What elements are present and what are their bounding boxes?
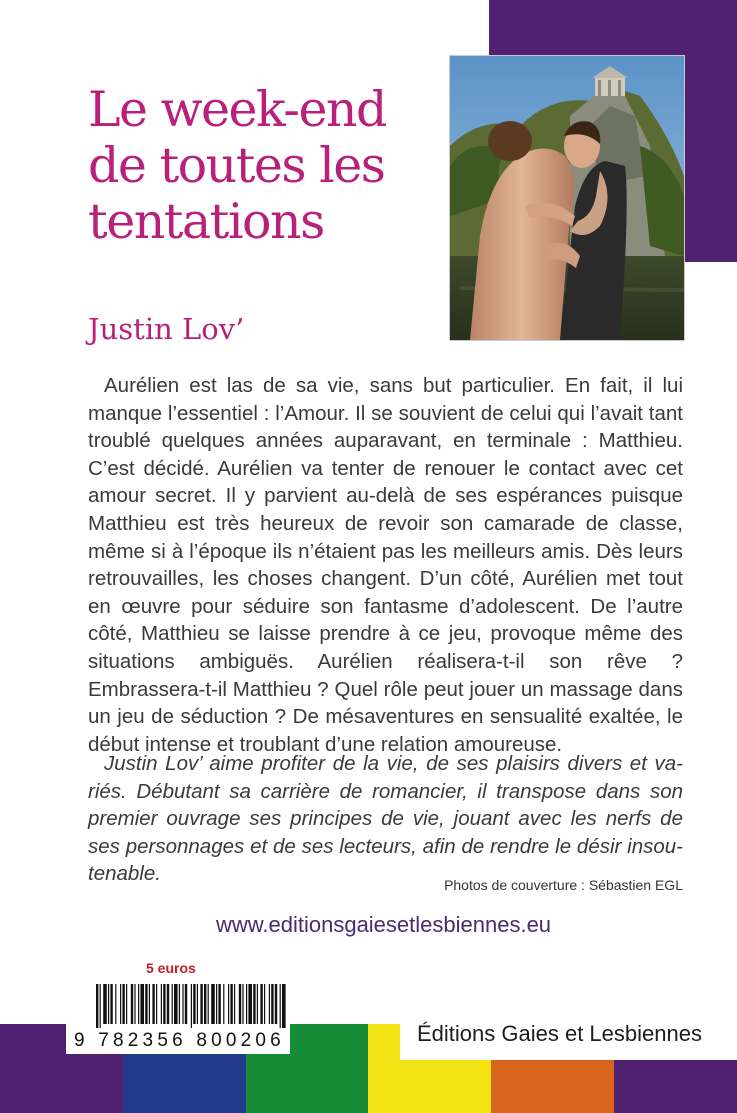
book-title-line-3: tentations xyxy=(88,193,324,250)
publisher-name: Éditions Gaies et Lesbiennes xyxy=(417,1021,702,1046)
barcode-bar xyxy=(172,984,173,1024)
barcode-bar xyxy=(230,984,232,1024)
barcode-bar xyxy=(161,984,162,1024)
barcode-bar xyxy=(134,984,135,1024)
author-bio: Justin Lov’ aime profiter de la vie, de ses plaisirs divers et variés. Débutant sa carrière de romancier, il transpose dans son premier ouvrage ses principes de vie, jouant avec les nerfs de ses personnages et de ses lecteurs, afin de rendre le désir insoutenable. xyxy=(88,752,683,886)
barcode-bar xyxy=(131,984,133,1024)
barcode-bar xyxy=(149,984,150,1024)
barcode-bar xyxy=(185,984,187,1024)
barcode-bar xyxy=(248,984,252,1024)
barcode-bar xyxy=(200,984,202,1024)
barcode-bar xyxy=(110,984,112,1024)
barcode-bar xyxy=(145,984,147,1024)
barcode-bar xyxy=(167,984,169,1024)
barcode-digits: 9 782356 800206 xyxy=(74,1030,285,1051)
barcode-bar xyxy=(156,984,157,1024)
barcode-bar xyxy=(271,984,273,1024)
barcode-bar xyxy=(108,984,109,1024)
book-title xyxy=(88,82,448,250)
barcode-bar xyxy=(100,984,101,1028)
barcode-bar xyxy=(179,984,180,1024)
barcode-bar xyxy=(126,984,127,1024)
barcode-bar xyxy=(208,984,209,1024)
price-label: 5 euros xyxy=(146,960,196,976)
photo-credit: Photos de couverture : Sébastien EGL xyxy=(444,877,683,893)
barcode-bar xyxy=(140,984,144,1024)
book-title-line-1: Le week-end xyxy=(88,81,386,138)
barcode-bar xyxy=(282,984,286,1028)
publisher-website: www.editionsgaiesetlesbiennes.eu xyxy=(215,912,552,937)
barcode-bars xyxy=(96,984,286,1028)
barcode-bar xyxy=(216,984,217,1024)
barcode-bar xyxy=(211,984,215,1024)
barcode-bar xyxy=(163,984,165,1024)
barcode-bar xyxy=(269,984,270,1024)
barcode-bar xyxy=(182,984,183,1024)
barcode-bar xyxy=(228,984,229,1024)
barcode-bar xyxy=(264,984,265,1024)
barcode-bar xyxy=(120,984,121,1024)
barcode-bar xyxy=(253,984,255,1024)
barcode-bar xyxy=(122,984,124,1024)
barcode-bar xyxy=(115,984,116,1024)
barcode-bar xyxy=(223,984,224,1024)
barcode-bar xyxy=(257,984,258,1024)
barcode-bar xyxy=(96,984,98,1028)
barcode-bar xyxy=(260,984,262,1024)
isbn-barcode xyxy=(66,980,290,1054)
barcode-bar xyxy=(239,984,241,1024)
book-summary: Aurélien est las de sa vie, sans but particulier. En fait, il lui manque l’essentiel : l’Amour. Il se souvient de celui qui l’avait tant troublé quelques années auparavant, en terminale : Matthieu. C’est décidé. Aurélien va tenter de renouer le contact avec cet amour secret. Il y parvient au-delà de ses espérances puisque Matthieu est très heureux de revoir son camarade de classe, même si à l’époque ils n’étaient pas les meilleurs amis. Dès leurs retrouvailles, les choses changent. D’un côté, Aurélien met tout en œuvre pour séduire son fantasme d’adolescent. De l’autre côté, Matthieu se laisse prendre à ce jeu, provoque même des situations ambiguës. Aurélien réalisera-t-il son rêve ? Embrassera-t-il Matthieu ? Quel rôle peut jouer un massage dans un jeu de séduction ? De mésaventures en sensualité exaltée, le début intense et troublant d’une relation amoureuse. xyxy=(88,374,683,756)
barcode-bar xyxy=(152,984,154,1024)
barcode-bar xyxy=(138,984,139,1024)
barcode-bar xyxy=(191,984,192,1028)
barcode-bar xyxy=(246,984,247,1024)
barcode-bar xyxy=(197,984,198,1024)
barcode-bar xyxy=(218,984,220,1024)
barcode-bar xyxy=(234,984,235,1024)
barcode-bar xyxy=(103,984,107,1024)
barcode-bar xyxy=(275,984,277,1024)
cover-photo xyxy=(450,56,684,340)
publisher-panel xyxy=(400,1010,737,1060)
book-title-line-2: de toutes les xyxy=(88,137,385,194)
barcode-bar xyxy=(204,984,206,1024)
barcode-bar xyxy=(242,984,243,1024)
barcode-bar xyxy=(193,984,195,1024)
barcode-bar xyxy=(174,984,178,1024)
author-name: Justin Lov’ xyxy=(88,312,245,346)
barcode-bar xyxy=(280,984,281,1028)
